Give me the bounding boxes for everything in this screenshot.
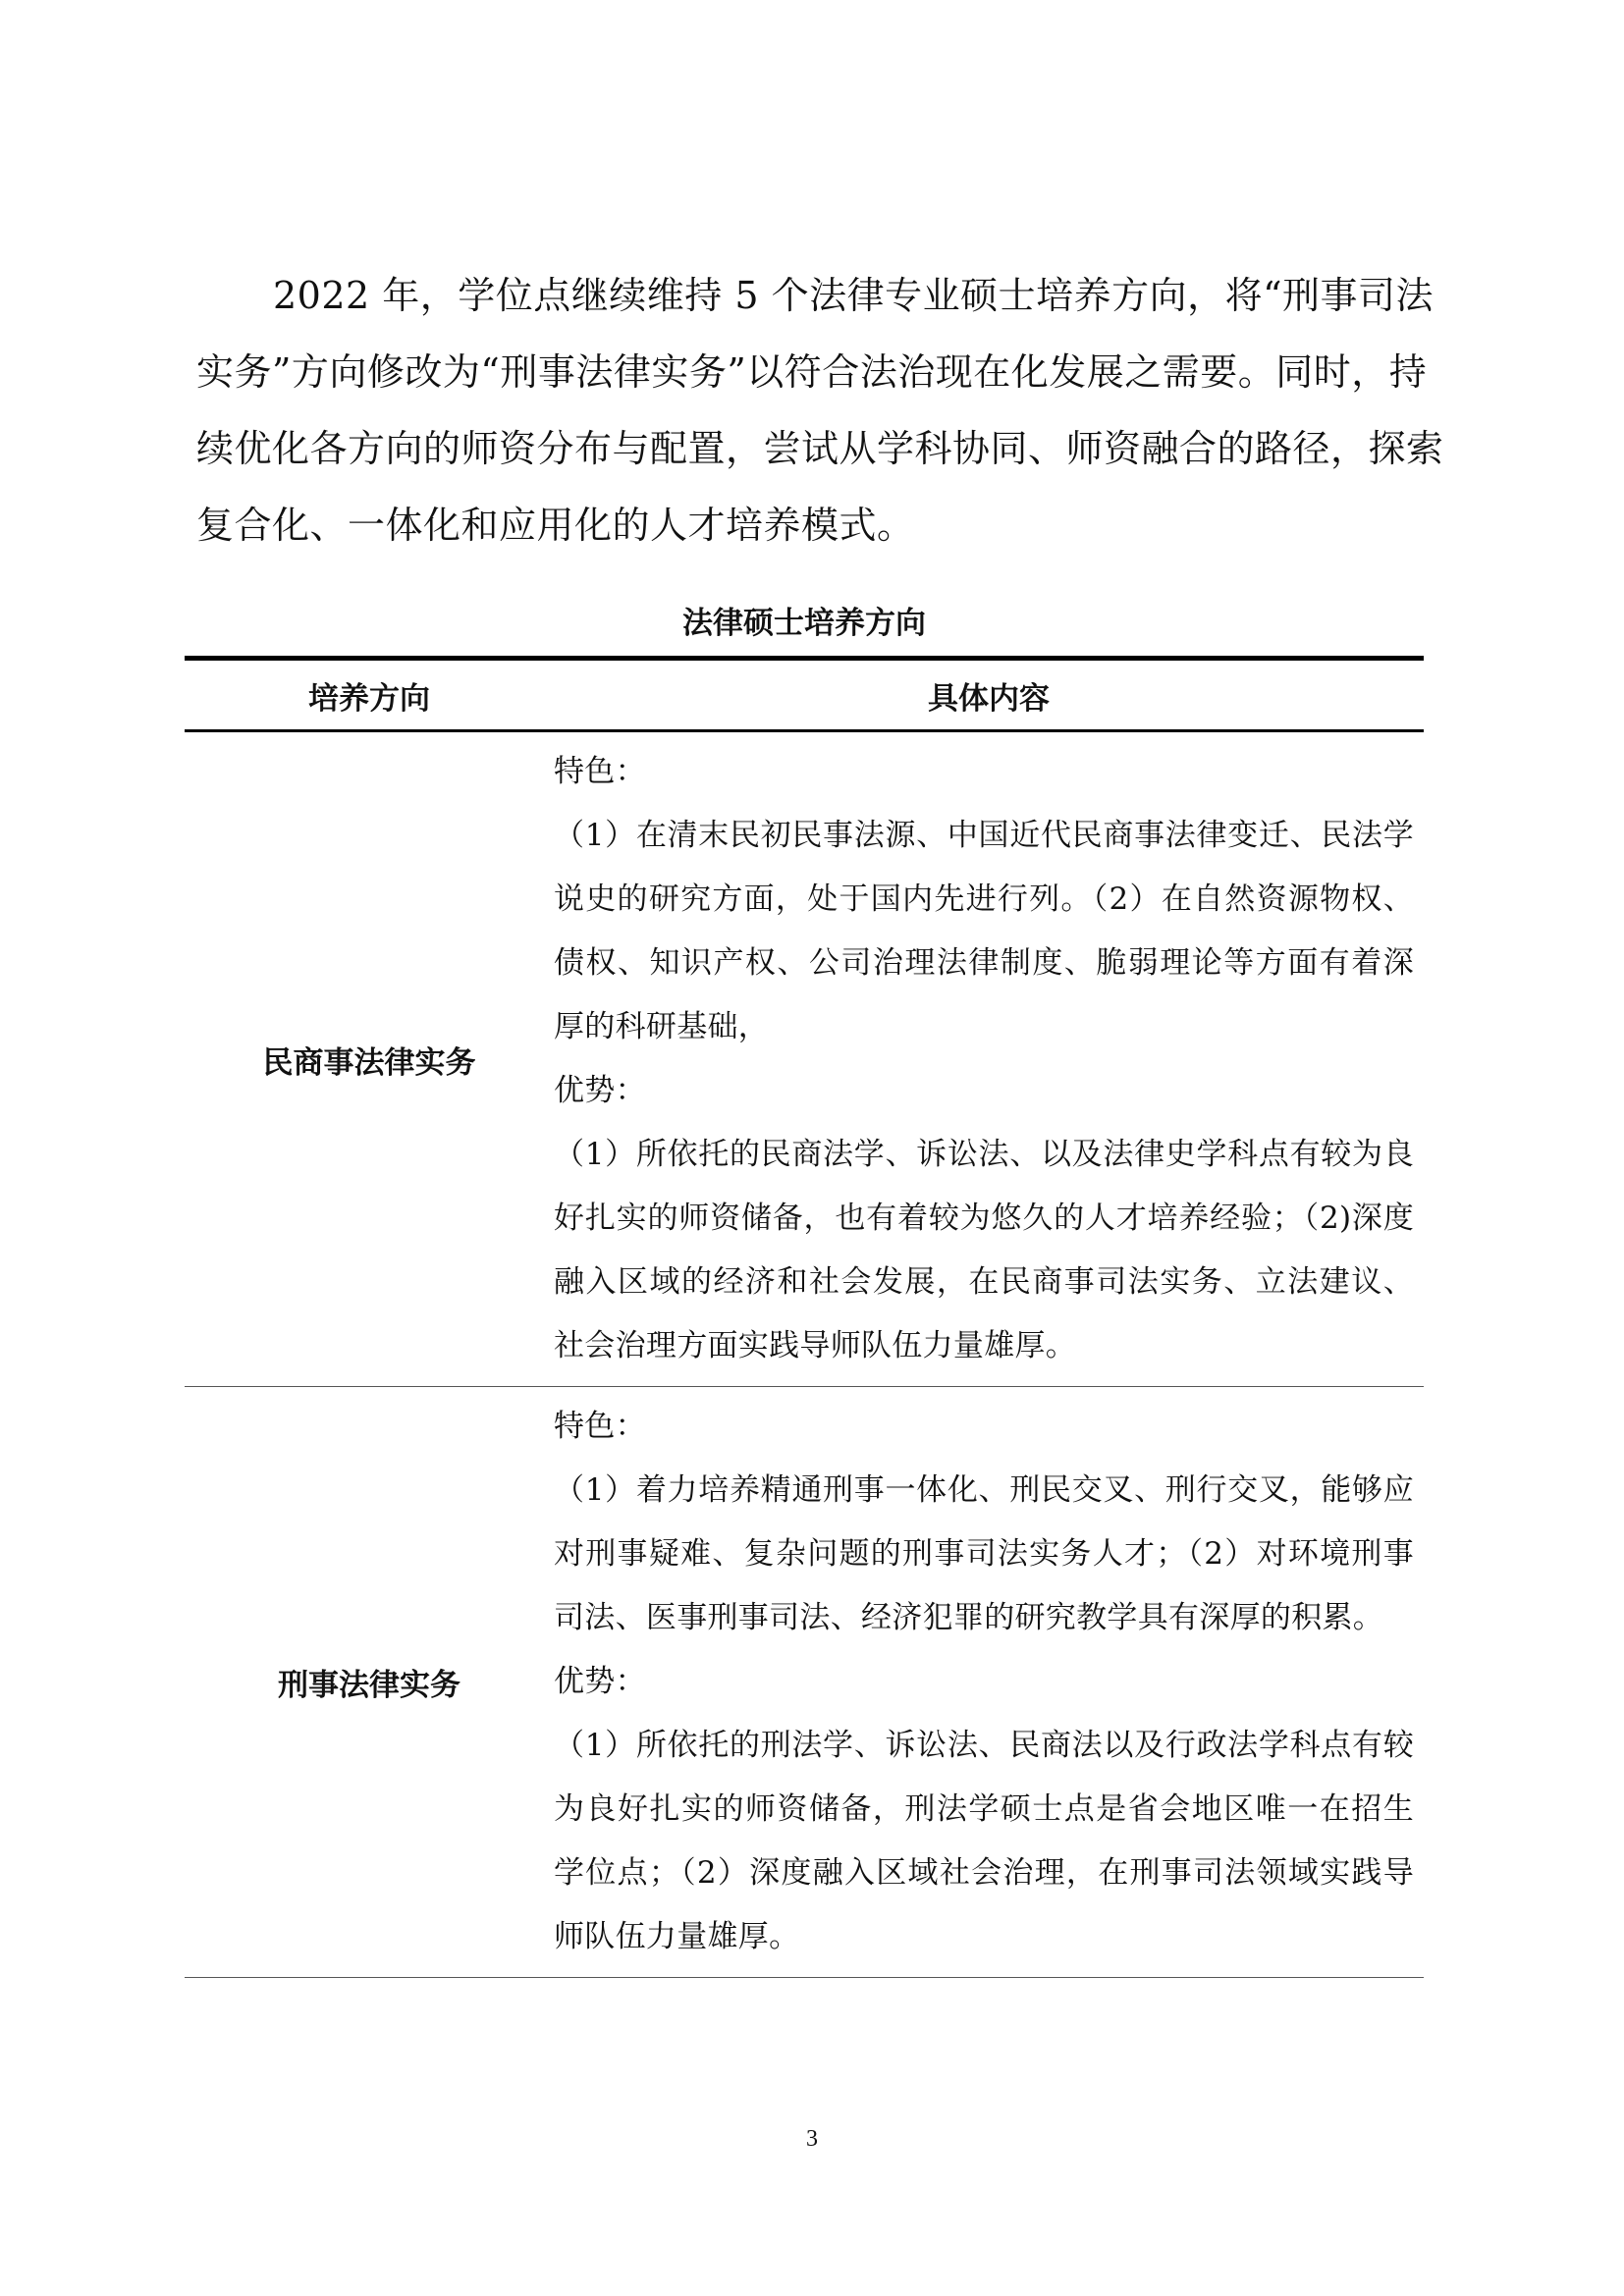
training-directions-table bbox=[185, 656, 1424, 1978]
table-row bbox=[185, 1387, 1424, 1978]
advantage-text: （1）所依托的刑法学、诉讼法、民商法以及行政法学科点有较为良好扎实的师资储备，刑法学硕士点是省会地区唯一在招生学位点；（2）深度融入区域社会治理，在刑事司法领域实践导师队伍力量雄厚。 bbox=[554, 1728, 1414, 1954]
header-content: 具体内容 bbox=[928, 680, 1050, 717]
direction-cell: 刑事法律实务 bbox=[185, 1387, 554, 1978]
advantage-label: 优势： bbox=[554, 1073, 646, 1108]
table-title: 法律硕士培养方向 bbox=[682, 606, 926, 641]
content-cell bbox=[554, 731, 1424, 1387]
feature-label: 特色： bbox=[554, 1409, 646, 1444]
feature-text: （1）着力培养精通刑事一体化、刑民交叉、刑行交叉，能够应对刑事疑难、复杂问题的刑事司法实务人才；（2）对环境刑事司法、医事刑事司法、经济犯罪的研究教学具有深厚的积累。 bbox=[554, 1472, 1414, 1635]
advantage-text: （1）所依托的民商法学、诉讼法、以及法律史学科点有较为良好扎实的师资储备，也有着较为悠久的人才培养经验；（2)深度融入区域的经济和社会发展，在民商事司法实务、立法建议、社会治理方面实践导师队伍力量雄厚。 bbox=[554, 1137, 1414, 1363]
page-number: 3 bbox=[806, 2126, 818, 2152]
table-header-row bbox=[185, 659, 1424, 731]
training-directions-table-container bbox=[185, 656, 1424, 1978]
intro-paragraph: 2022 年，学位点继续维持 5 个法律专业硕士培养方向，将“刑事司法实务”方向修改为“刑事法律实务”以符合法治现在化发展之需要。同时，持续优化各方向的师资分布与配置，尝试从学科协同、师资融合的路径，探索复合化、一体化和应用化的人才培养模式。 bbox=[196, 274, 1444, 547]
content-cell bbox=[554, 1387, 1424, 1978]
advantage-label: 优势： bbox=[554, 1664, 646, 1699]
feature-text: （1）在清末民初民事法源、中国近代民商事法律变迁、民法学说史的研究方面，处于国内先进行列。（2）在自然资源物权、债权、知识产权、公司治理法律制度、脆弱理论等方面有着深厚的科研基础， bbox=[554, 818, 1414, 1044]
header-direction: 培养方向 bbox=[308, 680, 430, 717]
direction-cell: 民商事法律实务 bbox=[185, 731, 554, 1387]
feature-label: 特色： bbox=[554, 754, 646, 789]
table-row bbox=[185, 731, 1424, 1387]
